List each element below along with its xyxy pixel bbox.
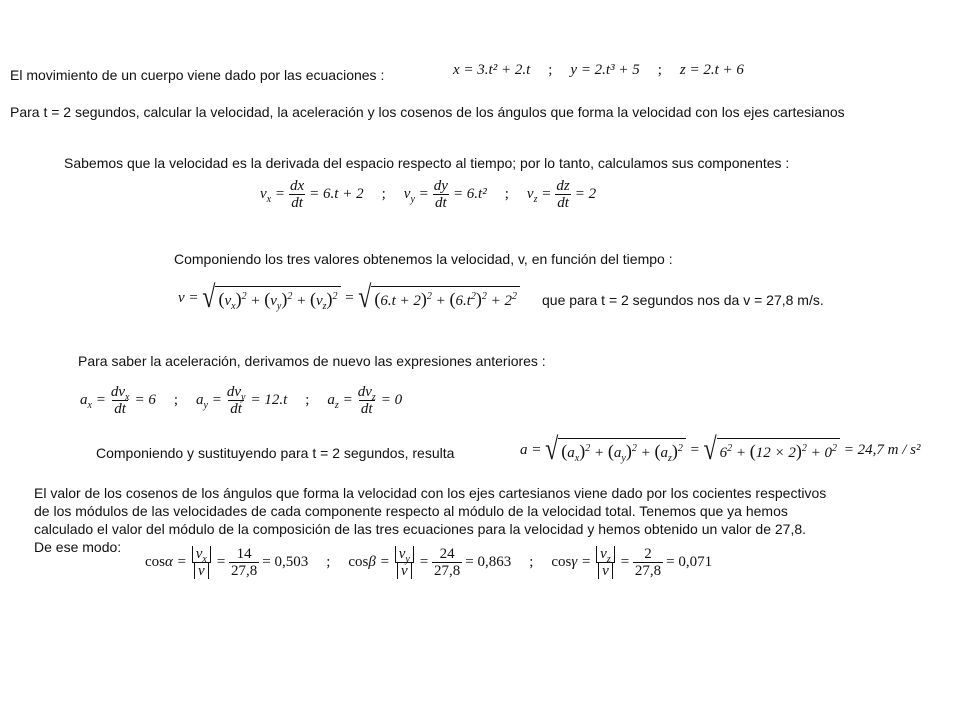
fraction-dvx-dt: $\frac{dv_x}{dt}$ (110, 384, 130, 417)
separator: ; (548, 62, 553, 78)
velocity-compose-text: Componiendo los tres valores obtenemos la velocidad, v, en función del tiempo : (174, 251, 673, 267)
ax-rhs: = 6 (134, 392, 156, 408)
cosines-line-4: De ese modo: (34, 539, 122, 555)
fraction-alpha: $\frac{14}{27,8}$ (231, 546, 258, 579)
cos-gamma-result: = 0,071 (666, 554, 713, 570)
sqrt-acc-substituted: √ $6^2 + (12 \times 2)^2 + 0^2$ (703, 438, 840, 462)
acceleration-compose-text: Componiendo y sustituyendo para t = 2 segundos, resulta (96, 445, 455, 461)
acceleration-result: = 24,7 m / s² (843, 441, 921, 458)
fraction-beta: $\frac{24}{27,8}$ (433, 546, 461, 579)
fraction-dx-dt: $\frac{dx}{dt}$ (290, 178, 305, 211)
cosines-line-1: El valor de los cosenos de los ángulos que forma la velocidad con los ejes cartesianos viene dado por los cocientes respectivos (34, 485, 827, 501)
eq-x: x = 3.t² + 2.t (453, 62, 531, 78)
cos-beta-result: = 0,863 (465, 554, 512, 570)
cosines-line-2: de los módulos de las velocidades de cada componente respecto al módulo de la velocidad total. Tenemos que ya hemos (34, 503, 788, 519)
sqrt-substituted: √ $(6.t + 2)^2 + (6.t^2)^2 + 2^2$ (358, 286, 520, 310)
cosines-line-3: calculado el valor del módulo de la composición de las tres ecuaciones para la velocidad y hemos obtenido un valor de 27,8. (34, 521, 807, 537)
cos-alpha-result: = 0,503 (262, 554, 309, 570)
vy-rhs: = 6.t² (452, 186, 487, 202)
velocity-result: que para t = 2 segundos nos da v = 27,8 m/s. (542, 292, 824, 308)
fraction-gamma: $\frac{2}{27,8}$ (634, 546, 662, 579)
velocity-components: $v_x$ = $\frac{dx}{dt}$ = 6.t + 2 ; $v_y$ = $\frac{dy}{dt}$ = 6.t² ; $v_z$ = $\frac{dz}{dt}$ = 2 (260, 178, 597, 211)
vz-rhs: = 2 (574, 186, 597, 202)
fraction-dvy-dt: $\frac{dv_y}{dt}$ (226, 384, 246, 417)
az-rhs: = 0 (380, 392, 403, 408)
acceleration-components: $a_x$ = $\frac{dv_x}{dt}$ = 6 ; $a_y$ = $\frac{dv_y}{dt}$ = 12.t ; $a_z$ = $\frac{dv_z}{dt}$ = 0 (80, 384, 403, 417)
fraction-vz-over-v: $\frac{v_z}{v}$ (594, 546, 617, 579)
eq-y: y = 2.t³ + 5 (570, 62, 640, 78)
separator: ; (657, 62, 662, 78)
eq-z: z = 2.t + 6 (679, 62, 744, 78)
vx-rhs: = 6.t + 2 (309, 186, 364, 202)
intro-line-2: Para t = 2 segundos, calcular la velocidad, la aceleración y los cosenos de los ángulos que forma la velocidad con los ejes cartesianos (10, 104, 845, 120)
fraction-dy-dt: $\frac{dy}{dt}$ (433, 178, 448, 211)
acceleration-text: Para saber la aceleración, derivamos de nuevo las expresiones anteriores : (78, 353, 546, 369)
ay-rhs: = 12.t (250, 392, 288, 408)
fraction-dz-dt: $\frac{dz}{dt}$ (556, 178, 570, 211)
fraction-vy-over-v: $\frac{v_y}{v}$ (393, 546, 416, 579)
acceleration-magnitude-formula: a = √ $(a_x)^2 + (a_y)^2 + (a_z)^2$ = √ $6^2 + (12 \times 2)^2 + 0^2$ = 24,7 m / s² (520, 433, 921, 467)
sqrt-components: √ $(v_x)^2 + (v_y)^2 + (v_z)^2$ (202, 286, 340, 310)
velocity-magnitude-formula: v = √ $(v_x)^2 + (v_y)^2 + (v_z)^2$ = √ $(6.t + 2)^2 + (6.t^2)^2 + 2^2$ (178, 286, 520, 310)
velocity-text: Sabemos que la velocidad es la derivada del espacio respecto al tiempo; por lo tanto, calculamos sus componentes : (64, 155, 790, 171)
fraction-vx-over-v: $\frac{v_x}{v}$ (190, 546, 213, 579)
fraction-dvz-dt: $\frac{dv_z}{dt}$ (357, 384, 376, 417)
intro-line-1: El movimiento de un cuerpo viene dado por las ecuaciones : (10, 67, 385, 83)
position-equations (453, 62, 744, 79)
sqrt-acc-components: √ $(a_x)^2 + (a_y)^2 + (a_z)^2$ (545, 438, 686, 462)
cosine-formulas: cosα = $\frac{v_x}{v}$ = $\frac{14}{27,8}$ = 0,503 ; cosβ = $\frac{v_y}{v}$ = $\frac{24}{27,8}$ = 0,863 ; cosγ = $\frac{v_z}{v}$ = $\frac{2}{27,8}$ = 0,071 (145, 546, 713, 579)
